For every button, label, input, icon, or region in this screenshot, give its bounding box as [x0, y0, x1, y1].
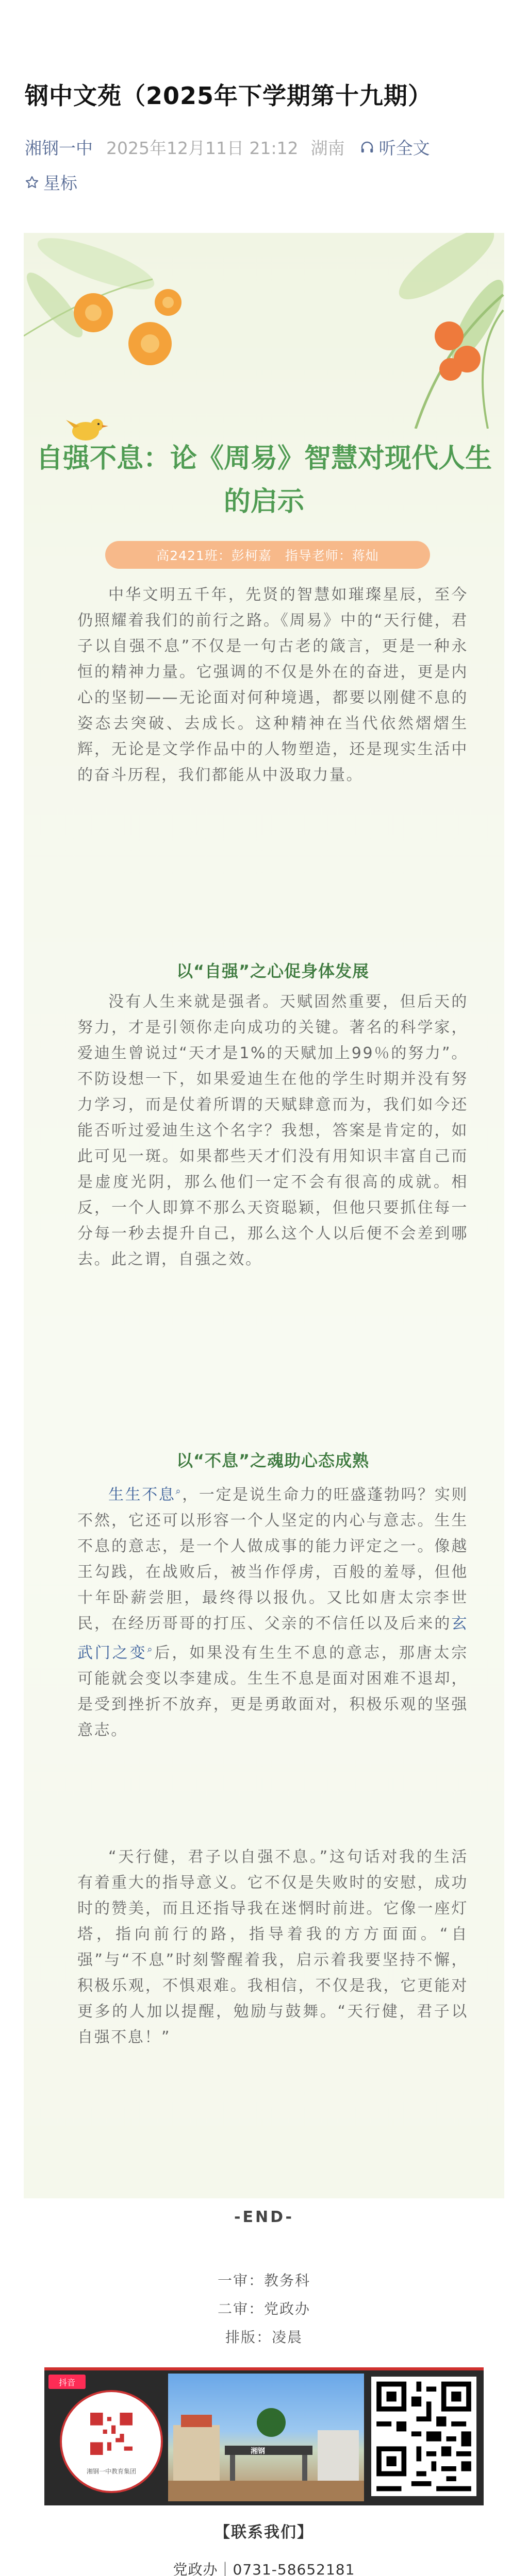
paragraph-text: 中华文明五千年，先贤的智慧如璀璨星辰，至今仍照耀着我们的前行之路。《周易》中的“天行健，君子以自强不息”不仅是一句古老的箴言，更是一种永恒的精神力量。它强调的不仅是外在的奋进，更是内心的坚韧——无论面对何种境遇，都要以刚健不息的姿态去突破、去成长。这种精神在当代依然熠熠生辉，无论是文学作品中的人物塑造，还是现实生活中的奋斗历程，我们都能从中汲取力量。	[77, 586, 468, 784]
promo-banner-image[interactable]	[44, 2367, 484, 2505]
qr-code-icon	[371, 2377, 476, 2496]
contact-heading: 【联系我们】	[214, 2523, 314, 2541]
star-label: 星标	[43, 173, 77, 193]
credit-line-2: 二审：党政办	[217, 2300, 310, 2317]
listen-label: 听全文	[378, 138, 430, 158]
article-meta	[25, 135, 430, 159]
search-link-shengshengbuxi[interactable]: 生生不息	[108, 1486, 176, 1504]
paragraph-2	[77, 989, 468, 1273]
listen-button[interactable]	[359, 135, 430, 159]
douyin-qr-circle	[60, 2390, 163, 2493]
paragraph-text: ，一定是说生命力的旺盛蓬勃吗？实则不然，它还可以形容一个人坚定的内心与意志。生生不息的意志，是一个人做成事的能力评定之一。像越王勾践，在战败后，被当作俘虏，百般的羞辱，但他十年卧薪尝胆，最终得以报仇。又比如唐太宗李世民，在经历哥哥的打压、父亲的不信任以及后来的	[77, 1486, 469, 1633]
search-link-xuanwumen[interactable]: 玄武门之变	[77, 1615, 468, 1662]
article-title: 自强不息：论《周易》智慧对现代人生的启示	[36, 443, 492, 517]
paragraph-3	[77, 1479, 468, 1743]
publish-time: 2025年12月11日 21:12	[106, 138, 299, 158]
account-name-link[interactable]: 湘钢一中	[25, 138, 93, 158]
paragraph-text: 没有人生来就是强者。天赋固然重要，但后天的努力，才是引领你走向成功的关键。著名的科学家，爱迪生曾说过“天才是1%的天赋加上99％的努力”。不防设想一下，如果爱迪生在他的学生时期并没有努力学习，而是仗着所谓的天赋肆意而为，我们如今还能否听过爱迪生这个名字？我想，答案是肯定的，如此可见一斑。如果都些天才们没有用知识丰富自己而是虚度光阴，那么他们一定不会有很高的成就。相反，一个人即算不那么天资聪颖，但他只要抓住每一分每一秒去提升自己，那么这个人以后便不会差到哪去。此之谓，自强之效。	[77, 993, 468, 1268]
banner-top-strip	[44, 2367, 484, 2370]
campus-sign: 湘钢	[251, 2447, 265, 2455]
end-marker: -END-	[234, 2208, 294, 2226]
douyin-badge: 抖音	[48, 2375, 86, 2389]
wechat-qr-code[interactable]	[371, 2377, 476, 2496]
author-byline: 高2421班：彭柯嘉 指导老师：蒋灿	[105, 541, 430, 569]
credit-line-3: 排版：凌晨	[225, 2329, 303, 2346]
header-decoration-image	[24, 233, 504, 429]
section-heading-1: 以“自强”之心促身体发展	[176, 961, 370, 981]
qr-circle-label: 湘钢一中教育集团	[86, 2468, 136, 2475]
qr-code-icon	[90, 2413, 133, 2455]
star-button[interactable]	[25, 170, 77, 194]
paragraph-4	[77, 1844, 468, 2050]
publish-location: 湖南	[310, 138, 345, 158]
campus-building-image	[168, 2374, 364, 2501]
section-heading-2: 以“不息”之魂助心态成熟	[176, 1451, 370, 1470]
campus-photo	[168, 2374, 364, 2501]
search-icon[interactable]: ⌕	[175, 1486, 183, 1497]
page-title: 钢中文苑（2025年下学期第十九期）	[25, 82, 433, 110]
paragraph-text: 后，如果没有生生不息的意志，那唐太宗可能就会变以李建成。生生不息是面对困难不退却，是受到挫折不放弃，更是勇敢面对，积极乐观的坚强意志。	[77, 1644, 468, 1739]
headphones-icon	[359, 140, 375, 155]
credit-line-1: 一审：教务科	[217, 2272, 310, 2289]
star-icon	[25, 175, 39, 190]
search-icon[interactable]: ⌕	[147, 1644, 154, 1655]
contact-party-office: 党政办｜0731-58652181	[173, 2561, 355, 2576]
paragraph-intro	[77, 582, 468, 788]
paragraph-text: “天行健，君子以自强不息。”这句话对我的生活有着重大的指导意义。它不仅是失败时的安慰，成功时的赞美，而且还指导我在迷惘时前进。它像一座灯塔，指向前行的路，指导着我的方方面面。“自强”与“不息”时刻警醒着我，启示着我要坚持不懈，积极乐观，不惧艰难。我相信，不仅是我，它更能对更多的人加以提醒，勉励与鼓舞。“天行健，君子以自强不息！”	[77, 1848, 468, 2046]
